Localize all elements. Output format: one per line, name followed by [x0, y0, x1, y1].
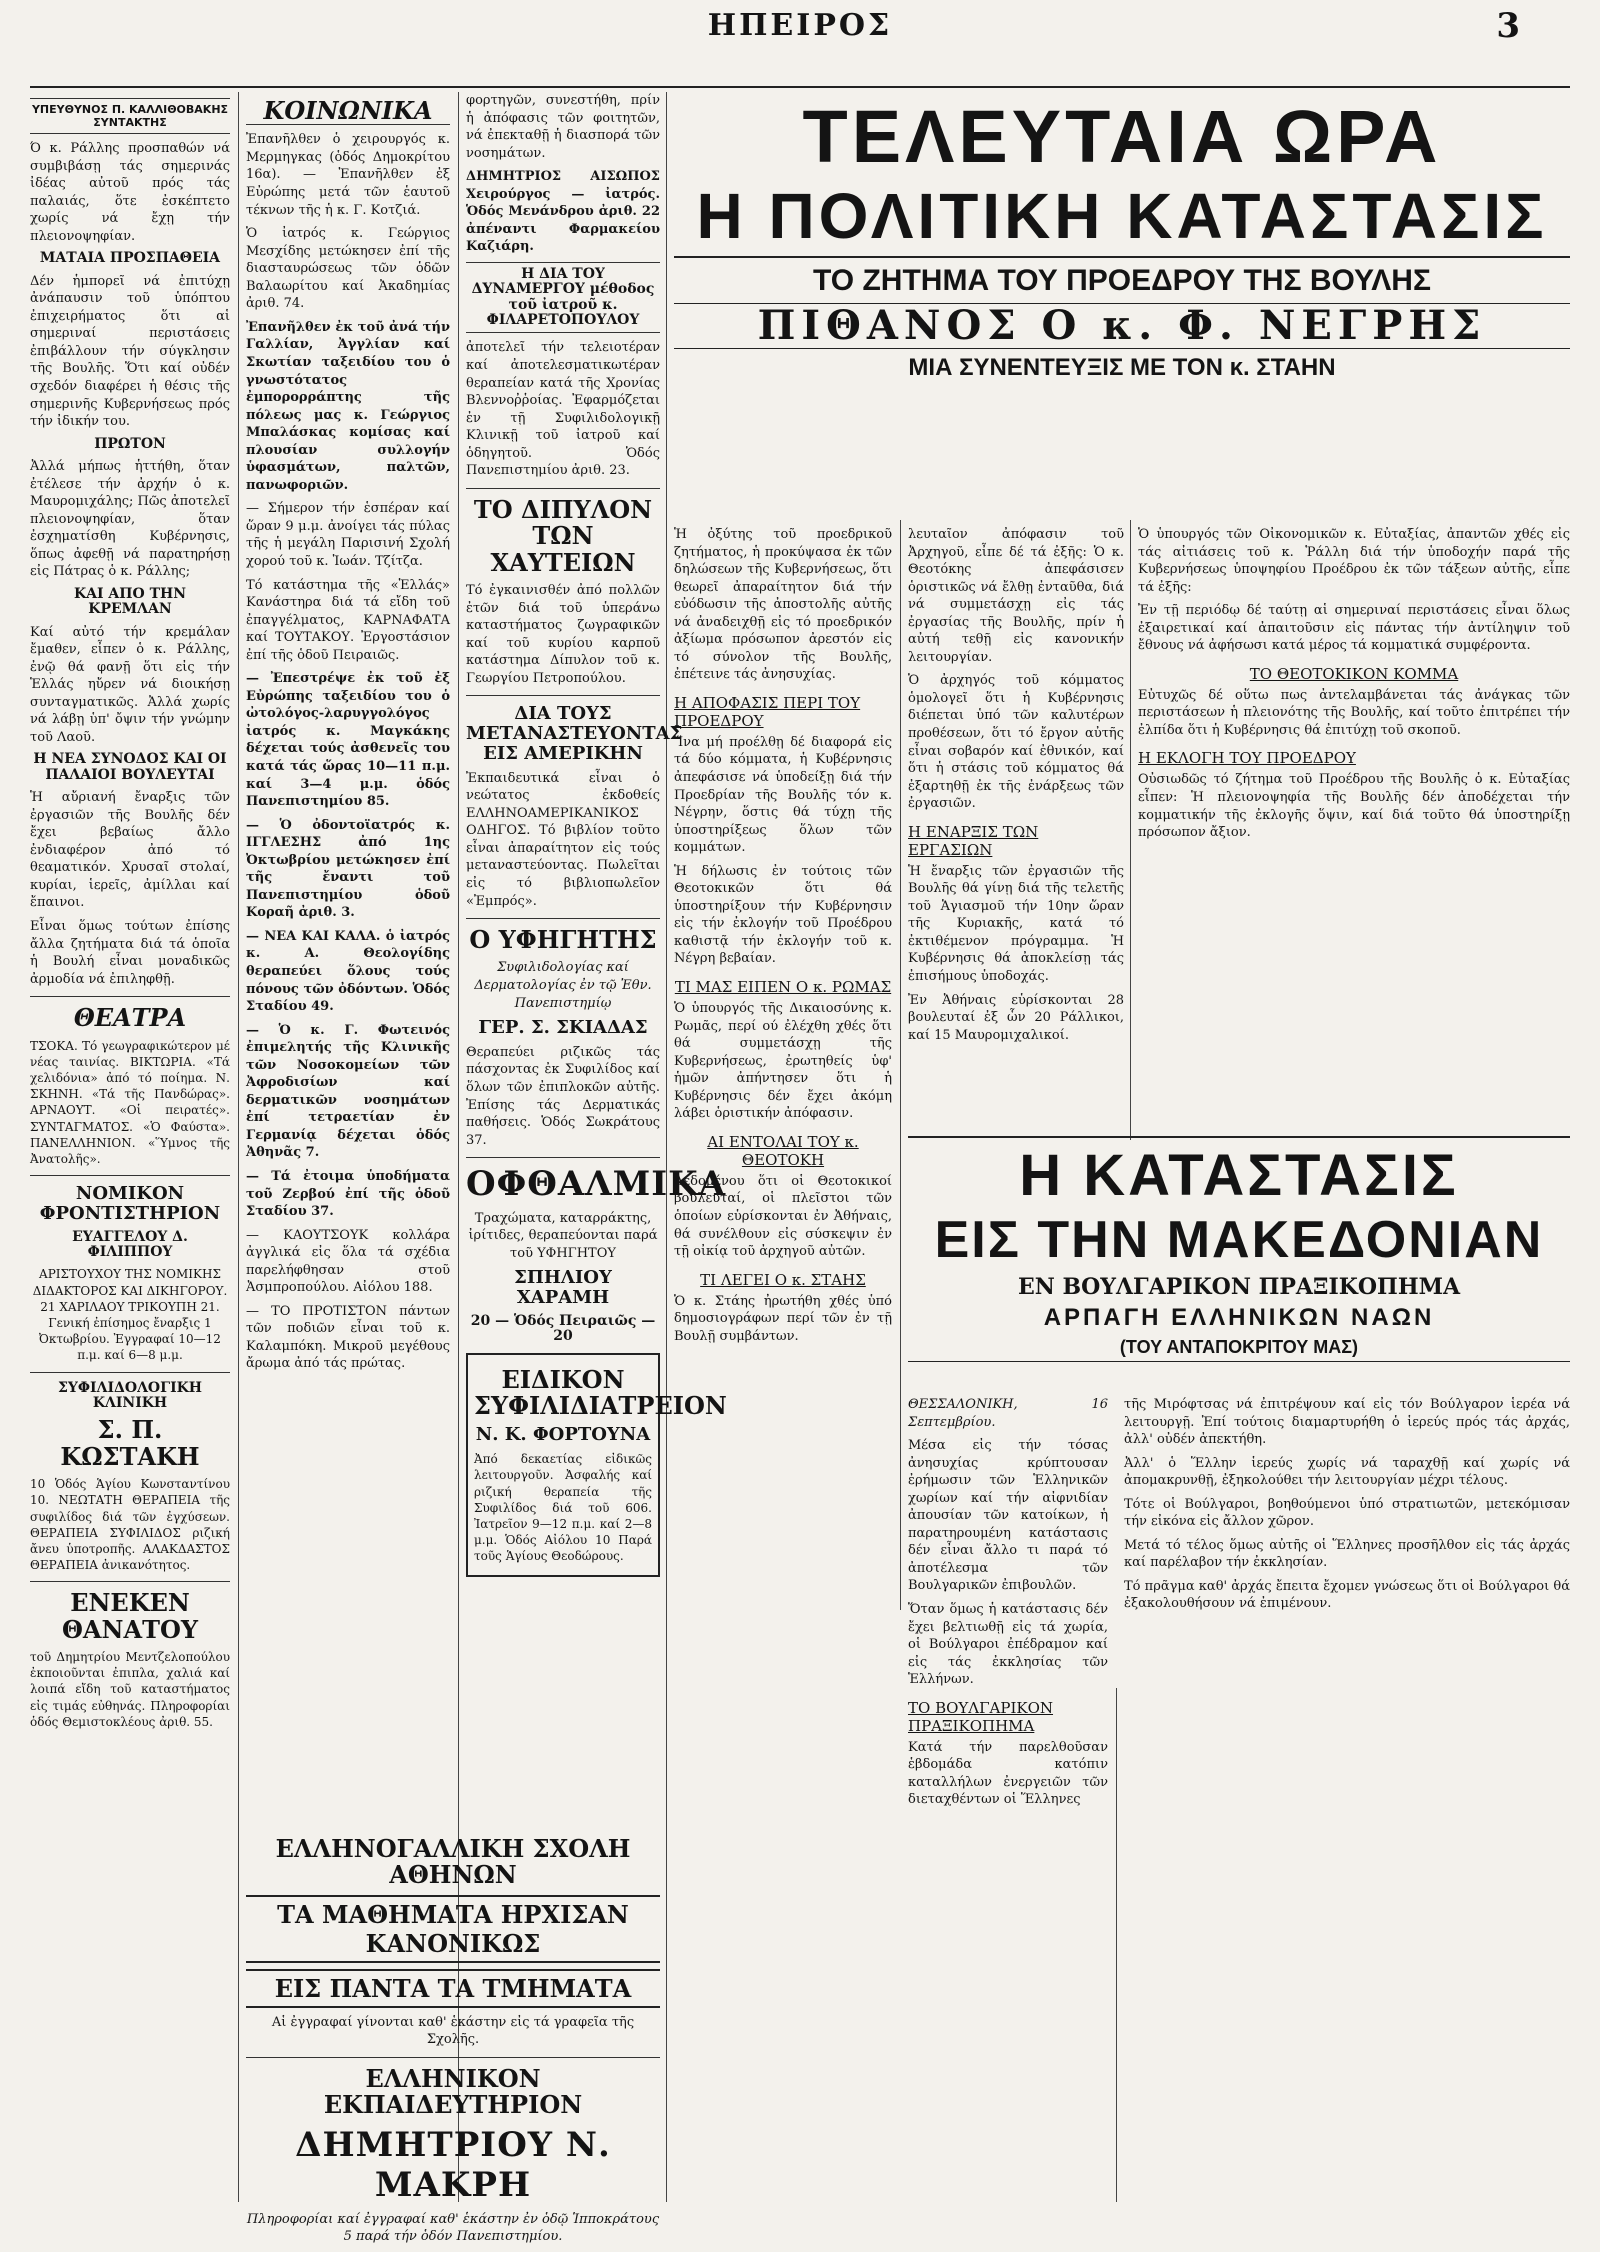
divider [30, 1175, 230, 1176]
story-paragraph: Ἐν Ἀθήναις εὑρίσκονται 28 βουλευταί ἐξ ὧν 20 Ράλλικοι, καί 15 Μαυρομιχαλικοί. [908, 992, 1124, 1043]
macedonia-column-1 [908, 1396, 1108, 2202]
story-paragraph: Κατά τήν παρελθοῦσαν ἑβδομάδα κατόπιν καταλλήλων ἐνεργειῶν τῶν διεταχθέντων οἱ Ἕλληνες [908, 1739, 1108, 1808]
story-paragraph: Εὐτυχῶς δέ οὕτω πως ἀντελαμβάνεται τάς ἀνάγκας τῶν περιστάσεων ἡ πλειονότης τῆς Βουλῆς, καί τοῦτο ἐπιτρέπει τήν ἐλπίδα ὅτι ἡ Κυβέρνησις θά ἐπιτύχῃ τοῦ σκοποῦ. [1138, 687, 1570, 738]
story-subheading: ΤΟ ΒΟΥΛΓΑΡΙΚΟΝ ΠΡΑΞΙΚΟΠΗΜΑ [908, 1698, 1054, 1735]
macedonia-column-2 [1124, 1396, 1570, 2202]
society-item: — Ἐπεστρέψε ἐκ τοῦ ἐξ Εὐρώπης ταξειδίου του ὁ ὠτολόγος-λαρυγγολόγος ἰατρός κ. Μαγκάκης δέχεται τούς ἀσθενεῖς του κατά τάς ὥρας 10—11 π.μ. καί 3—4 μ.μ. ὁδός Πανεπιστημίου 85. [246, 671, 450, 810]
story-subheading: ΤΙ ΛΕΓΕΙ Ο κ. ΣΤΑΗΣ [700, 1270, 866, 1289]
story-column-3 [1138, 526, 1570, 1126]
society-item: — ΝΕΑ ΚΑΙ ΚΑΛΑ. ὁ ἰατρός κ. Α. Θεολογίδης θεραπεύει ὅλους τούς πόνους τῶν ὀδόντων. Ὁδός Σταδίου 49. [246, 928, 450, 1015]
school-ad-strip: ΕΙΣ ΠΑΝΤΑ ΤΑ ΤΜΗΜΑΤΑ [246, 1969, 660, 2008]
dateline: ΘΕΣΣΑΛΟΝΙΚΗ, 16 Σεπτεμβρίου. [908, 1397, 1108, 1430]
headline-macedonia: ΕΙΣ ΤΗΝ ΜΑΚΕΔΟΝΙΑΝ [934, 1210, 1544, 1269]
story-paragraph: Τότε οἱ Βούλγαροι, βοηθούμενοι ὑπό στρατιωτῶν, μετεκόμισαν τήν εἰκόνα εἰς ἄλλον χῶρον. [1124, 1496, 1570, 1530]
divider [466, 695, 660, 696]
story-paragraph: Ἀλλ' ὁ Ἕλλην ἱερεύς χωρίς νά ταραχθῇ καί χωρίς νά ἀπομακρυνθῇ, ἐξηκολούθει τήν λειτουργίαν μέχρι τέλους. [1124, 1455, 1570, 1489]
story-subheading: ΤΟ ΘΕΟΤΟΚΙΚΟΝ ΚΟΜΜΑ [1249, 664, 1459, 683]
article-paragraph: Ἡ αὔριανή ἔναρξις τῶν ἐργασιῶν τῆς Βουλῆς δέν ἔχει βεβαίως ἄλλο ἐνδιαφέρον ἀπό τό θεαματικόν. Χρυσαῖ στολαί, κυρίαι, ἱερεῖς, ἀμίλλαι καί ἔπαινοι. [30, 790, 230, 911]
story-paragraph: Δεδομένου ὅτι οἱ Θεοτοκικοί βουλευταί, οἱ πλεῖστοι τῶν ὁποίων εὑρίσκονται ἐν Ἀθήναις, θά συνέλθουν εἰς σύσκεψιν ἐν τῇ οἰκίᾳ τοῦ ἀρχηγοῦ αὐτῶν. [674, 1173, 892, 1260]
page-number: 3 [1496, 6, 1520, 46]
subheadline-church-seizure: ΑΡΠΑΓΗ ΕΛΛΗΝΙΚΩΝ ΝΑΩΝ [1043, 1304, 1435, 1332]
column-rule [900, 520, 901, 1610]
story-paragraph: Ἐν τῇ περιόδῳ δέ ταύτῃ αἱ σημεριναί περιστάσεις εἶναι ὅλως ἐξαιρετικαί καί ἀπαιτοῦσιν εἰς πάντας τήν ἀντίληψιν τοῦ ἔθνους νά ἀφήσωσι κατά μέρος τά κομματικά συμφέροντα. [1138, 603, 1570, 654]
story-paragraph: Μετά τό τέλος ὅμως αὐτῆς οἱ Ἕλληνες προσῆλθον εἰς τάς ἀρχάς καί παρέλαβον τήν ἐκκλησίαν. [1124, 1537, 1570, 1571]
society-item: — Ὁ ὀδοντοϊατρός κ. ΙΓΓΛΕΣΗΣ ἀπό 1ης Ὀκτωβρίου μετώκησεν ἐπί τῆς ἔναντι τοῦ Πανεπιστημίου ὁδοῦ Κοραῆ ἀριθ. 3. [246, 817, 450, 921]
top-rule [30, 86, 1570, 88]
society-item: Ἐπανῆλθεν ἐκ τοῦ ἀνά τήν Γαλλίαν, Ἀγγλίαν καί Σκωτίαν ταξειδίου του ὁ γνωστότατος ἐμπορορράπτης τῆς πόλεως μας κ. Γεώργιος Μπαλάσκας κομίσας καί πλουσίαν συλλογήν ὑφασμάτων, παλτῶν, πανωφοριῶν. [246, 319, 450, 493]
school-ad-name: ΔΗΜΗΤΡΙΟΥ Ν. ΜΑΚΡΗ [295, 2124, 611, 2205]
society-item: — Σήμερον τήν ἑσπέραν καί ὥραν 9 μ.μ. ἀνοίγει τάς πύλας τῆς ἡ μεγάλη Παρισινή Σχολή χορού τοῦ κ. Ἰωάν. Τζίτζα. [246, 501, 450, 569]
school-ad-heading: ΕΛΛΗΝΟΓΑΛΛΙΚΗ ΣΧΟΛΗ ΑΘΗΝΩΝ [275, 1834, 631, 1890]
ad-text: Ἀπό δεκαετίας εἰδικῶς λειτουργοῦν. Ἀσφαλής καί ριζική θεραπεία τῆς Συφιλίδος διά τοῦ 606. Ἰατρεῖον 9—12 π.μ. καί 2—8 μ.μ. Ὁδός Αἰόλου 10 Παρά τοῦς Ἁγίους Θεοδώρους. [474, 1452, 652, 1564]
story-paragraph: Ὁ ὑπουργός τῆς Δικαιοσύνης κ. Ρωμᾶς, περί ού ἐλέχθη χθές ὅτι θά συμμετάσχῃ τῆς Κυβερνήσεως, ἐρωτηθείς ὑφ' ἡμῶν ἀπήντησεν ὅτι ἡ Κυβέρνησις δέν ἔχει ἀκόμη λάβει ὁριστικήν ἀπόφασιν. [674, 1001, 892, 1122]
article-paragraph: Εἶναι ὅμως τούτων ἐπίσης ἄλλα ζητήματα διά τά ὁποῖα ἡ Βουλή εἶναι μοναδικῶς ἀρμοδία νά ἐπιληφθῇ. [30, 919, 230, 987]
story-paragraph: Ἡ ἔναρξις τῶν ἐργασιῶν τῆς Βουλῆς θά γίνῃ διά τῆς τελετῆς τοῦ Ἁγιασμοῦ τήν 10ην ὥραν τῆς Κυριακῆς, κατά τό ἐκτιθέμενον πρόγραμμα. Ἡ Κυβέρνησις θά ἀποκλείσῃ τάς ἐπισήμους ὑποδοχάς. [908, 863, 1124, 985]
article-heading: Η ΝΕΑ ΣΥΝΟΔΟΣ ΚΑΙ ΟΙ ΠΑΛΑΙΟΙ ΒΟΥΛΕΥΤΑΙ [33, 751, 227, 783]
story-subheading: ΤΙ ΜΑΣ ΕΙΠΕΝ Ο κ. ΡΩΜΑΣ [674, 978, 892, 997]
front-story [674, 92, 1570, 385]
school-ad-text: Αἱ ἐγγραφαί γίνονται καθ' ἑκάστην εἰς τά γραφεῖα τῆς Σχολῆς. [271, 2014, 635, 2048]
ad-text: Συφιλιδολογίας καί Δερματολογίας ἐν τῷ Ἐθν. Πανεπιστημίῳ [474, 960, 652, 1011]
story-paragraph: Τό πρᾶγμα καθ' ἀρχάς ἔπειτα ἔχομεν γνώσεως ὅτι οἱ Βούλγαροι θά ἐξακολουθήσουν νά ἐπιμένουν. [1124, 1578, 1570, 1612]
divider [246, 2057, 660, 2058]
divider [466, 1157, 660, 1158]
school-ad-text: Πληροφορίαι καί ἐγγραφαί καθ' ἑκάστην ἐν ὁδῷ Ἱπποκράτους 5 παρά τήν ὁδόν Πανεπιστημίου. [246, 2211, 660, 2245]
society-item: — ΤΟ ΠΡΟΤΙΣΤΟΝ πάντων τῶν ποδιῶν εἶναι τοῦ κ. Καλαμπόκη. Μικροῦ μεγέθους ἄρωμα ἀπό τάς πρώτας. [246, 1303, 450, 1372]
story-paragraph: Ὁ ἀρχηγός τοῦ κόμματος ὁμολογεῖ ὅτι ἡ Κυβέρνησις διέπεται ὑπό τῶν καλυτέρων προθέσεων, ὅτι τό ἔργον αὐτῆς εἶναι σοβαρόν καί ἐθνικόν, καί ὅτι ἡ στάσις τοῦ κόμματος θά ἐξαρτηθῇ ἐκ τῆς ἐνάρξεως τῶν ἐργασιῶν. [908, 673, 1124, 812]
headline-last-hour: ΤΕΛΕΥΤΑΙΑ ΩΡΑ [802, 95, 1442, 178]
story-paragraph: λευταῖον ἀπόφασιν τοῦ Ἀρχηγοῦ, εἶπε δέ τά ἐξῆς: Ὁ κ. Θεοτόκης ἀπεφάσισεν ὁριστικῶς νά ἔλθῃ ἐνταῦθα, διά νά συμμετάσχῃ εἰς τάς ἐργασίας τῆς Βουλῆς, πρίν ἡ αὐτή τεθῇ εἰς κανονικήν λειτουργίαν. [908, 527, 1124, 665]
story-paragraph: Μέσα εἰς τήν τόσας ἀνησυχίας κρύπτουσαν ἐρήμωσιν τῶν Ἑλληνικῶν χωρίων καί τήν αἰφνιδίαν ἀπουσίαν τῶν κατοίκων, ἡ παρατηρουμένη κατάστασις δέν εἶναι ἄλλο τι παρά τό ἀποτέλεσμα τῶν Βουλγαρικῶν ἐπιβουλῶν. [908, 1438, 1108, 1594]
ad-name: Ν. Κ. ΦΟΡΤΟΥΝΑ [475, 1424, 651, 1446]
school-ad-heading: ΕΛΛΗΝΙΚΟΝ ΕΚΠΑΙΔΕΥΤΗΡΙΟΝ [323, 2063, 583, 2120]
story-subheading: ΑΙ ΕΝΤΟΛΑΙ ΤΟΥ κ. ΘΕΟΤΟΚΗ [707, 1132, 859, 1169]
society-item: Ὁ ἰατρός κ. Γεώργιος Μεσχίδης μετώκησεν ἐπί τῆς διασταυρώσεως τῶν ὁδῶν Βαλαωρίτου καί Ἀκαδημίας ἀριθ. 74. [246, 226, 450, 312]
ad-heading: ΝΟΜΙΚΟΝ ΦΡΟΝΤΙΣΤΗΡΙΟΝ [39, 1183, 221, 1224]
subheadline-negris: ΠΙΘΑΝΟΣ Ο κ. Φ. ΝΕΓΡΗΣ [674, 303, 1570, 349]
ad-name: ΣΠΗΛΙΟΥ ΧΑΡΑΜΗ [514, 1267, 612, 1309]
divider [466, 488, 660, 489]
headline-political-situation: Η ΠΟΛΙΤΙΚΗ ΚΑΤΑΣΤΑΣΙΣ [674, 181, 1570, 257]
subheadline-correspondent: (ΤΟΥ ΑΝΤΑΠΟΚΡΙΤΟΥ ΜΑΣ) [908, 1338, 1570, 1363]
column-1 [30, 92, 230, 2202]
society-item: — Ὁ κ. Γ. Φωτεινός ἐπιμελητής τῆς Κλινικῆς τῶν Νοσοκομείων τῶν Ἀφροδισίων καί δερματικῶν νοσημάτων ἐπί τετραετίαν ἐν Γερμανίᾳ δέχεται ὁδός Ἀθηνᾶς 7. [246, 1022, 450, 1161]
intro-paragraph: Ό κ. Ράλλης προσπαθών νά συμβιβάσῃ τάς σημερινάς ἰδέας αὐτοῦ πρός τάς παλαιάς, ὅτε ἐσκέπτετο χωρίς νά ἔχῃ τήν πλειονοψηφίαν. [30, 141, 230, 244]
ad-name: Σ. Π. ΚΩΣΤΑΚΗ [60, 1415, 200, 1471]
theatre-listing: ΤΣΟΚΑ. Τό γεωγραφικώτερον μέ νέας ταινίας. ΒΙΚΤΩΡΙΑ. «Τά χελιδόνια» ἀπό τό ποίημα. Ν. ΣΚΗΝΗ. «Τά τῆς Πανδώρας». ΑΡΝΑΟΥΤ. «Οἱ πειρατές». ΣΥΝΤΑΓΜΑΤΟΣ. «Ὁ Φαύστα». ΠΑΝΕΛΛΗΝΙΟΝ. «Ὕμνος τῆς Ἀνατολῆς». [30, 1038, 230, 1166]
ad-heading: ΣΥΦΙΛΙΔΟΛΟΓΙΚΗ ΚΛΙΝΙΚΗ [57, 1379, 203, 1411]
ad-heading: ΕΙΔΙΚΟΝ ΣΥΦΙΛΙΔΙΑΤΡΕΙΟΝ [474, 1364, 727, 1420]
society-heading: ΚΟΙΝΩΝΙΚΑ [246, 98, 450, 125]
ad-address: 20 — Ὁδός Πειραιῶς — 20 [470, 1312, 656, 1345]
story-column-1 [674, 526, 892, 1596]
ad-name: ΓΕΡ. Σ. ΣΚΙΑΔΑΣ [478, 1017, 648, 1039]
divider [466, 918, 660, 919]
story-paragraph: Ὅταν ὅμως ἡ κατάστασις δέν ἔχει βελτιωθῇ εἰς τά χωρία, οἱ Βούλγαροι ἐπέδραμον καί εἰς τάς ἐκκλησίας τῶν Ἑλλήνων. [908, 1602, 1108, 1688]
article-paragraph: Ἀλλά μήπως ἡττήθη, ὅταν ἐτέλεσε τήν ἀρχήν ὁ κ. Μαυρομιχάλης; Πῶς ἀποτελεῖ πλειονοψηφίαν, ὅταν ἐσχηματίσθη Κυβέρνησις, ὅπως ἀφεθῇ νά παρατηρήσῃ εἰς Πάτρας ὁ κ. Ράλλης; [30, 458, 230, 580]
article-heading: ΠΡΩΤΟΝ [94, 435, 166, 452]
ad-text: ἀποτελεῖ τήν τελειοτέραν καί ἀποτελεσματικωτέραν θεραπείαν κατά τῆς Χρονίας Βλεννοῤῥοίας. Ἐφαρμόζεται ἐν τῇ Συφιλιδολογικῇ Κλινικῇ τοῦ ἰατροῦ καί ὁδηγητοῦ. Ὁδός Πανεπιστημίου ἀριθ. 23. [466, 340, 660, 479]
ad-text: Ἐκπαιδευτικά εἶναι ὁ νεώτατος ἐκδοθείς ΕΛΛΗΝΟΑΜΕΡΙΚΑΝΙΚΟΣ ΟΔΗΓΟΣ. Τό βιβλίον τοῦτο εἶναι ἀπαραίτητον εἰς τούς μεταναστεύοντας. Πωλεῖται εἰς τό βιβλιοπωλεῖον «Ἐμπρός». [466, 770, 660, 909]
school-ad-strip: ΤΑ ΜΑΘΗΜΑΤΑ ΗΡΧΙΣΑΝ ΚΑΝΟΝΙΚΩΣ [246, 1895, 660, 1963]
ad-box [466, 1353, 727, 1578]
divider [30, 1372, 230, 1373]
ad-text: 10 Ὁδός Ἁγίου Κωνσταντίνου 10. ΝΕΩΤΑΤΗ ΘΕΡΑΠΕΙΑ τῆς συφιλίδος διά τῶν ἐγχύσεων. ΘΕΡΑΠΕΙΑ ΣΥΦΙΛΙΔΟΣ ριζική ἄνευ ὑποτροπῆς. ΑΛΑΚΔΑΣΤΟΣ ΘΕΡΑΠΕΙΑ ἀνικανότητος. [30, 1477, 230, 1573]
story-subheading: Η ΕΚΛΟΓΗ ΤΟΥ ΠΡΟΕΔΡΟΥ [1138, 749, 1356, 768]
story-paragraph: Ὁ ὑπουργός τῶν Οἰκονομικῶν κ. Εὐταξίας, ἀπαντῶν χθές εἰς τάς αἰτιάσεις τοῦ κ. Ῥάλλη διά τήν ὑποδοχήν παρά τῆς Κυβερνήσεως ὑποψηφίου Προέδρου ἐκ τῶν τάξεων αὐτῆς, εἶπε τά ἐξῆς: [1138, 527, 1570, 595]
society-item: — Τά ἐτοιμα ὑποδήματα τοῦ Ζερβού ἐπί τῆς ὁδοῦ Σταδίου 37. [246, 1169, 450, 1220]
subheadline-president: ΤΟ ΖΗΤΗΜΑ ΤΟΥ ΠΡΟΕΔΡΟΥ ΤΗΣ ΒΟΥΛΗΣ [813, 263, 1431, 297]
story-paragraph: Ὁ κ. Στάης ἠρωτήθη χθές ὑπό δημοσιογράφων περί τῶν ἐν τῇ Βουλῇ συμβάντων. [674, 1293, 892, 1344]
column-rule [666, 92, 667, 2202]
school-ad [246, 1830, 660, 2252]
ad-text: Θεραπεύει ριζικῶς τάς πάσχοντας ἐκ Συφιλίδος καί ὅλων τῶν ἐπιπλοκῶν αὐτῆς. Ἐπίσης τάς Δερματικάς παθήσεις. Ὁδός Σωκράτους 37. [466, 1044, 660, 1148]
editor-line: ΥΠΕΥΘΥΝΟΣ Π. ΚΑΛΛΙΘΟΒΑΚΗΣ ΣΥΝΤΑΚΤΗΣ [30, 98, 230, 134]
ad-heading: ΤΟ ΔΙΠΥΛΟΝ ΤΩΝ ΧΑΥΤΕΙΩΝ [473, 494, 653, 577]
column-rule [1130, 520, 1131, 1140]
article-paragraph: Καί αὐτό τήν κρεμάλαν ἔμαθεν, εἶπεν ὁ κ. Ράλλης, ἐνῷ θά φανῇ ὅτι εἰς τήν Ἑλλάς ηὔρεν νά διοικήσῃ συνταγματικῶς. Ἀλλά χωρίς νά λάβῃ ὑπ' ὄψιν τήν γνώμην τοῦ Λαοῦ. [30, 624, 230, 745]
divider [30, 996, 230, 997]
ad-heading: ΟΦΘΑΛΜΙΚΑ [466, 1164, 727, 1205]
article-heading: ΚΑΙ ΑΠΟ ΤΗΝ ΚΡΕΜΛΑΝ [73, 585, 187, 618]
ad-text: ΑΡΙΣΤΟΥΧΟΥ ΤΗΣ ΝΟΜΙΚΗΣ ΔΙΔΑΚΤΟΡΟΣ ΚΑΙ ΔΙΚΗΓΟΡΟΥ. 21 ΧΑΡΙΛΑΟΥ ΤΡΙΚΟΥΠΗ 21. Γενική ἐπίσημος ἔναρξις 1 Ὀκτωβρίου. Ἐγγραφαί 10—12 π.μ. καί 6—8 μ.μ. [32, 1267, 228, 1363]
society-item: Τό κατάστημα τῆς «Ἑλλάς» Κανάστηρα διά τά εἴδη τοῦ ἐπαγγέλματος, ΚΑΡΝΑΦΑΤΑ καί ΤΟΥΤΑΚΟΥ. Ἐργοστάσιον ἐπί τῆς ὁδοῦ Πειραιῶς. [246, 577, 450, 663]
divider [30, 1581, 230, 1582]
theatre-heading: ΘΕΑΤΡΑ [73, 1003, 187, 1033]
story-paragraph: Ἵνα μή προέλθῃ δέ διαφορά εἰς τά δύο κόμματα, ἡ Κυβέρνησις ἀπεφάσισε νά ὑποδείξῃ διά τήν Προεδρίαν τῆς Βουλῆς τόν κ. Νέγρην, ὅστις θά τύχῃ τῆς ὑποστηρίξεως ὅλων τῶν κομμάτων. [674, 734, 892, 856]
story-paragraph: Ἡ ὀξύτης τοῦ προεδρικοῦ ζητήματος, ἡ προκύψασα ἐκ τῶν δηλώσεων τῆς Κυβερνήσεως, ὅτι θεωρεῖ ἀπαραίτητον διά τήν εὐόδωσιν τῆς ἀποστολῆς αὐτῆς νά ἀναδειχθῇ εἰς τό προεδρικόν ἀξίωμα πρόσωπον ἀρεστόν εἰς τό σύνολον τῆς Βουλῆς, ἐπέτεινε τάς ἀνησυχίας. [674, 527, 892, 683]
ad-heading: Η ΔΙΑ ΤΟΥ ΔΥΝΑΜΕΡΓΟΥ μέθοδος τοῦ ἰατροῦ κ. ΦΙΛΑΡΕΤΟΠΟΥΛΟΥ [466, 262, 660, 334]
story-subheading: Η ΕΝΑΡΞΙΣ ΤΩΝ ΕΡΓΑΣΙΩΝ [908, 822, 1039, 859]
newspaper-title: ΗΠΕΙΡΟΣ [707, 8, 893, 43]
story-paragraph: Οὐσιωδῶς τό ζήτημα τοῦ Προέδρου τῆς Βουλῆς ὁ κ. Εὐταξίας εἶπεν: Ἡ πλειονοψηφία τῆς Βουλῆς δέν ἀποδέχεται τήν κομματικήν τῆς ἐκλογῆς ὅψιν, καί διά τοῦτο θά ὑποστηρίξῃ πρόσωπον ἄξιον. [1138, 772, 1570, 841]
story-subheading: Η ΑΠΟΦΑΣΙΣ ΠΕΡΙ ΤΟΥ ΠΡΟΕΔΡΟΥ [674, 693, 861, 730]
ad-name: ΕΥΑΓΓΕΛΟΥ Δ. ΦΙΛΙΠΠΟΥ [72, 1228, 188, 1261]
column-rule [1116, 1688, 1117, 2202]
subheadline-interview: ΜΙΑ ΣΥΝΕΝΤΕΥΞΙΣ ΜΕ ΤΟΝ κ. ΣΤΑΗΝ [908, 353, 1336, 381]
article-paragraph: Δέν ἡμπορεῖ νά ἐπιτύχῃ ἀνάπαυσιν τοῦ ὑπόπτου ἐπιχειρήματος ὅτι αἱ σημεριναί περιστάσεις ἐπιβάλλουν τήν σύγκλησιν τῆς Βουλῆς. Ὅτι καί οὐδέν σχεδόν διαφέρει ἡ θέσις τῆς σημερινῆς Κυβερνήσεως πρός τήν ἰδικήν του. [30, 273, 230, 430]
macedonia-story [908, 1136, 1570, 1368]
story-paragraph: Ἡ δήλωσις ἐν τούτοις τῶν Θεοτοκικῶν ὅτι θά ὑποστηρίξουν τήν Κυβέρνησιν εἰς τήν ἐκλογήν τοῦ Προέδρου καθιστᾷ τήν ἐκλογήν τοῦ κ. Νέγρη βεβαίαν. [674, 863, 892, 967]
society-item: Ἐπανῆλθεν ὁ χειρουργός κ. Μερμηγκας (ὁδός Δημοκρίτου 16α). — Ἐπανῆλθεν ἐξ Εὐρώπης μετά τῶν ἑαυτοῦ τέκνων τῆς ἡ κ. Γ. Κοτζιά. [246, 132, 450, 218]
notice-text: τοῦ Δημητρίου Μεντζελοπούλου ἐκποιοῦνται ἐπιπλα, χαλιά καί λοιπά εἴδη τοῦ καταστήματος εἰς τιμάς εὐθηνάς. Πληροφορίαι ὁδός Θεμιστοκλέους ἀριθ. 55. [30, 1650, 230, 1729]
headline-situation: Η ΚΑΤΑΣΤΑΣΙΣ [908, 1136, 1570, 1208]
ad-heading: ΔΙΑ ΤΟΥΣ ΜΕΤΑΝΑΣΤΕΥΟΝΤΑΣ ΕΙΣ ΑΜΕΡΙΚΗΝ [466, 703, 683, 764]
subheadline-bulgarian-coup: ΕΝ ΒΟΥΛΓΑΡΙΚΟΝ ΠΡΑΞΙΚΟΠΗΜΑ [1017, 1273, 1461, 1300]
article-paragraph: φορτηγῶν, συνεστήθη, πρίν ἡ ἀπόφασις τῶν φοιτητῶν, νά ἐπεκταθῇ ἡ διασπορά τῶν νοσημάτων. [466, 93, 660, 161]
ad-heading: Ο ΥΦΗΓΗΤΗΣ [469, 925, 657, 955]
column-rule [238, 92, 239, 2202]
article-heading: ΜΑΤΑΙΑ ΠΡΟΣΠΑΘΕΙΑ [39, 250, 221, 267]
notice-heading: ΕΝΕΚΕΝ ΘΑΝΑΤΟΥ [62, 1588, 198, 1644]
masthead [0, 0, 1600, 88]
ad-text: Τό ἐγκαινισθέν ἀπό πολλῶν ἐτῶν διά τοῦ ὑπεράνω καταστήματος ζωγραφικῶν καί τοῦ κυρίου καρποῦ κατάστημα Δίπυλον τοῦ κ. Γεωργίου Πετροπούλου. [466, 583, 660, 686]
ad-text: Τραχώματα, καταρράκτης, ἰρίτιδες, θεραπεύονται παρά τοῦ ΥΦΗΓΗΤΟΥ [468, 1210, 658, 1261]
story-paragraph: τῆς Μιρόφτσας νά ἐπιτρέψουν καί εἰς τόν Βούλγαρον ἱερέα νά λειτουργῇ. Ἐπί τούτοις διαμαρτυρήθη ὁ ἱερεύς πρός τάς ἀρχάς, ἀλλ' οὐδέν ἀπεκτήθη. [1124, 1397, 1570, 1448]
ad-text: ΔΗΜΗΤΡΙΟΣ ΑΙΣΩΠΟΣ Χειρούργος — ἰατρός. Ὁδός Μενάνδρου ἀριθ. 22 ἀπέναντι Φαρμακείου Καζιάρη. [466, 169, 660, 255]
society-item: — ΚΑΟΥΤΣΟΥΚ κολλάρα ἀγγλικά εἰς ὅλα τά σχέδια παρελήφθησαν στοῦ Ἀσμπροπούλου. Αἰόλου 188. [246, 1227, 450, 1296]
story-column-2 [908, 526, 1124, 1126]
